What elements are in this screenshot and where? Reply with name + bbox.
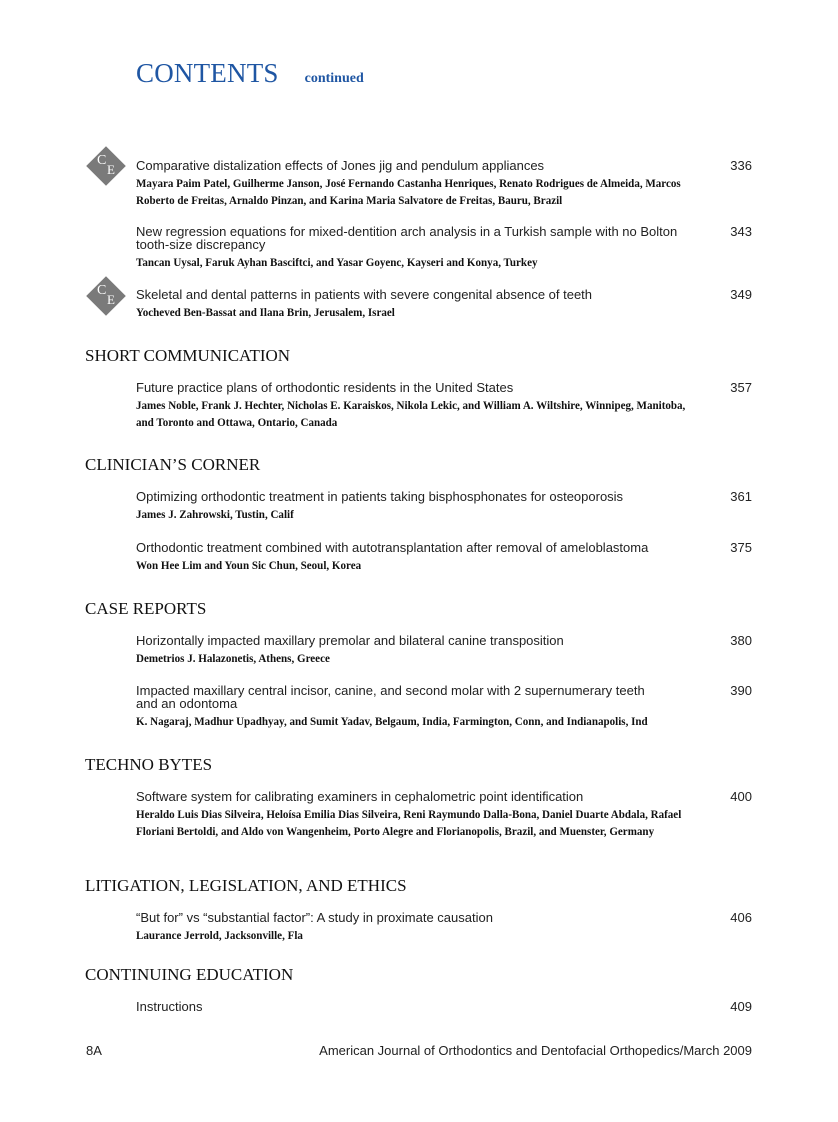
toc-entry[interactable] [136, 1000, 752, 1013]
page-title: CONTENTS [136, 58, 279, 88]
page-number: 375 [730, 540, 752, 555]
page-number: 380 [730, 633, 752, 648]
article-authors: Yocheved Ben-Bassat and Ilana Brin, Jerusalem, Israel [136, 305, 395, 319]
page-number: 409 [730, 999, 752, 1014]
toc-entry[interactable] [136, 541, 752, 574]
article-title[interactable]: Future practice plans of orthodontic residents in the United States [136, 380, 514, 395]
article-title[interactable]: Optimizing orthodontic treatment in patients taking bisphosphonates for osteoporosis [136, 489, 624, 504]
toc-entry[interactable] [136, 634, 752, 667]
toc-entry[interactable] [136, 911, 752, 944]
article-title[interactable]: Impacted maxillary central incisor, canine, and second molar with 2 supernumerary teeth and an odontoma [136, 683, 645, 711]
article-authors: James J. Zahrowski, Tustin, Calif [136, 507, 294, 521]
article-title[interactable]: Instructions [136, 999, 203, 1014]
page-number: 336 [730, 158, 752, 173]
page-number: 361 [730, 489, 752, 504]
article-authors: Mayara Paim Patel, Guilherme Janson, José Fernando Castanha Henriques, Renato Rodrigues de Almeida, Marcos Roberto de Freitas, Arnaldo Pinzan, and Karina Maria Salvatore de Freitas, Bauru, Brazil [136, 176, 681, 207]
article-authors: James Noble, Frank J. Hechter, Nicholas E. Karaiskos, Nikola Lekic, and William A. Wiltshire, Winnipeg, Manitoba, and Toronto and Ottawa, Ontario, Canada [136, 398, 686, 429]
ce-credit-icon [87, 277, 125, 315]
article-title[interactable]: New regression equations for mixed-dentition arch analysis in a Turkish sample with no Bolton tooth-size discrepancy [136, 224, 678, 252]
article-title[interactable]: “But for” vs “substantial factor”: A study in proximate causation [136, 910, 493, 925]
ce-letter-c: C [97, 153, 107, 168]
section-heading: SHORT COMMUNICATION [85, 346, 291, 365]
section-heading: LITIGATION, LEGISLATION, AND ETHICS [85, 876, 407, 895]
ce-letter-e: E [107, 162, 115, 177]
article-authors: Tancan Uysal, Faruk Ayhan Basciftci, and Yasar Goyenc, Kayseri and Konya, Turkey [136, 255, 538, 269]
toc-entry[interactable] [136, 288, 752, 321]
ce-credit-icon [87, 147, 125, 185]
article-title[interactable]: Comparative distalization effects of Jones jig and pendulum appliances [136, 158, 545, 173]
section-heading: TECHNO BYTES [85, 755, 213, 774]
ce-letter-e: E [107, 292, 115, 307]
article-authors: Won Hee Lim and Youn Sic Chun, Seoul, Korea [136, 558, 362, 572]
section-heading: CLINICIAN’S CORNER [85, 455, 261, 474]
article-title[interactable]: Orthodontic treatment combined with autotransplantation after removal of ameloblastoma [136, 540, 649, 555]
article-title[interactable]: Software system for calibrating examiners in cephalometric point identification [136, 789, 584, 804]
page-number: 349 [730, 287, 752, 302]
article-authors: K. Nagaraj, Madhur Upadhyay, and Sumit Yadav, Belgaum, India, Farmington, Conn, and Indianapolis, Ind [136, 714, 648, 728]
toc-entry[interactable] [136, 225, 752, 271]
page-number: 406 [730, 910, 752, 925]
article-authors: Laurance Jerrold, Jacksonville, Fla [136, 928, 303, 942]
toc-entry[interactable] [136, 381, 752, 430]
page-number: 343 [730, 224, 752, 239]
contents-header [136, 58, 364, 89]
footer-page-label: 8A [86, 1043, 102, 1058]
ce-letter-c: C [97, 283, 107, 298]
page-subtitle: continued [304, 71, 364, 86]
article-authors: Demetrios J. Halazonetis, Athens, Greece [136, 651, 330, 665]
page-number: 357 [730, 380, 752, 395]
page-number: 390 [730, 683, 752, 698]
article-title[interactable]: Skeletal and dental patterns in patients with severe congenital absence of teeth [136, 287, 593, 302]
footer-journal: American Journal of Orthodontics and Dentofacial Orthopedics/March 2009 [319, 1043, 752, 1058]
article-title[interactable]: Horizontally impacted maxillary premolar and bilateral canine transposition [136, 633, 564, 648]
article-authors: Heraldo Luis Dias Silveira, Heloísa Emilia Dias Silveira, Reni Raymundo Dalla-Bona, Daniel Duarte Abdala, Rafael Floriani Bertoldi, and Aldo von Wangenheim, Porto Alegre and Florianopolis, Brazil, and Muenster, Germany [136, 807, 682, 838]
section-heading: CONTINUING EDUCATION [85, 965, 294, 984]
section-heading: CASE REPORTS [85, 599, 207, 618]
page-number: 400 [730, 789, 752, 804]
toc-entry[interactable] [136, 790, 752, 839]
toc-entry[interactable] [136, 684, 752, 730]
toc-entry[interactable] [136, 159, 752, 208]
toc-entry[interactable] [136, 490, 752, 523]
